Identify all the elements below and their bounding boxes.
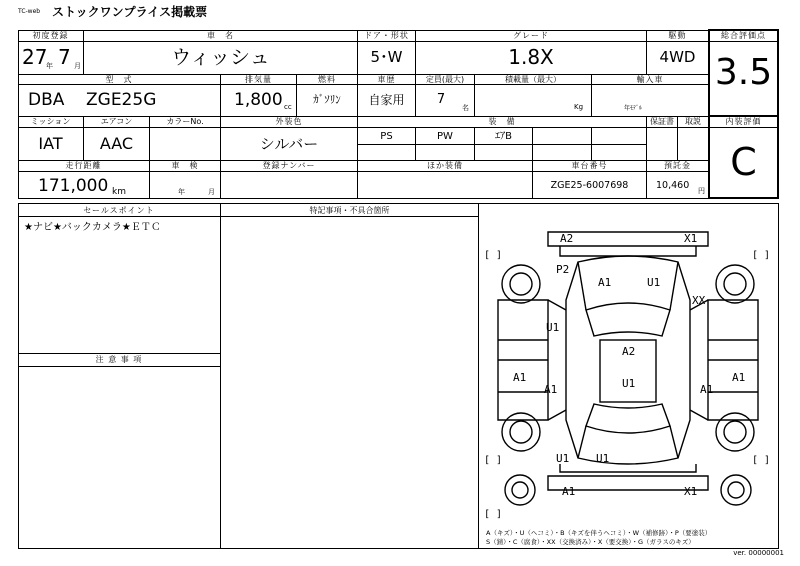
model-code: ZGE25G <box>86 90 157 110</box>
drive-label: 駆動 <box>668 31 687 40</box>
mark-rear-bumper-left: A1 <box>562 485 576 498</box>
mark-roof-top: A2 <box>622 345 636 358</box>
mark-right-side: A1 <box>732 371 746 384</box>
history-label: 車歴 <box>377 75 396 84</box>
deposit: 10,460 <box>656 180 690 191</box>
first-reg-label: 初度登録 <box>32 31 69 40</box>
sales-point-label: セールスポイント <box>83 206 155 215</box>
load-unit: Kg <box>574 103 584 111</box>
mark-front-left: A2 <box>560 232 574 245</box>
equip-pw: PW <box>437 131 453 142</box>
sales-point: ★ナビ★バックカメラ★ＥＴＣ <box>24 222 161 233</box>
equip-airbag: ｴｱB <box>495 131 512 142</box>
mileage-unit: km <box>112 187 126 197</box>
bracket-bottom-left: [ ] <box>484 509 503 520</box>
interior-score: C <box>730 140 757 184</box>
deposit-unit: 円 <box>698 187 705 195</box>
reg-year: 27 <box>22 45 48 69</box>
manual-label: 取説 <box>685 117 701 126</box>
mission-label: ミッション <box>30 117 71 126</box>
legend-line-2: S（錆）・C（腐食）・XX（交換済み）・X（要交換）・G（ガラスのキズ） <box>486 538 695 546</box>
damage-legend <box>486 529 711 547</box>
bracket-rear-right: [ ] <box>752 455 771 466</box>
grade-label: グレード <box>513 31 549 40</box>
mark-p2: P2 <box>556 263 570 276</box>
chassis-label: 車台番号 <box>571 161 608 170</box>
mission: IAT <box>38 134 63 153</box>
inspection-month-unit: 月 <box>208 188 215 196</box>
mark-front-right: X1 <box>684 232 698 245</box>
deposit-label: 預託金 <box>664 161 691 170</box>
import-label: 輸入車 <box>636 75 664 84</box>
displacement-unit: cc <box>284 103 292 111</box>
plate-label: 登録ナンバー <box>262 161 316 170</box>
mark-left-door: A1 <box>544 383 558 396</box>
load-label: 積載量（最大） <box>505 75 561 84</box>
equipment-label: 装 備 <box>488 117 516 126</box>
reg-month: 7 <box>58 45 71 69</box>
company-logo: TC-web <box>18 8 41 15</box>
reg-month-unit: 月 <box>74 62 81 70</box>
color-no-label: カラーNo. <box>166 117 204 126</box>
mark-fender-right: XX <box>692 294 706 307</box>
mileage-label: 走行距離 <box>65 161 102 170</box>
ext-color-label: 外装色 <box>275 117 303 126</box>
car-diagram <box>498 232 758 505</box>
mileage: 171,000 <box>38 176 109 196</box>
grade: 1.8X <box>508 45 554 69</box>
warranty-label: 保証書 <box>650 117 674 126</box>
mark-rear-left: U1 <box>556 452 570 465</box>
door-type: 5･W <box>370 48 403 66</box>
notes-label: 特記事項・不具合箇所 <box>309 206 390 215</box>
mark-right-door: A1 <box>700 383 714 396</box>
fuel-label: 燃料 <box>318 75 336 84</box>
fuel-type: ｶﾞｿﾘﾝ <box>313 93 341 106</box>
mark-rear-mid: U1 <box>596 452 610 465</box>
capacity-label: 定員(最大) <box>425 75 465 84</box>
mark-left-side: A1 <box>513 371 527 384</box>
exterior-color: シルバー <box>259 135 319 153</box>
bracket-front-right: [ ] <box>752 250 771 261</box>
other-equip-label: ほか装備 <box>427 161 463 170</box>
model-label: 型 式 <box>105 75 133 84</box>
car-name: ウィッシュ <box>171 45 270 69</box>
inspection-label: 車 検 <box>171 161 199 170</box>
mark-roof: U1 <box>622 377 636 390</box>
bracket-rear-left: [ ] <box>484 455 503 466</box>
reg-year-unit: 年 <box>46 62 53 70</box>
capacity: 7 <box>436 92 446 107</box>
bracket-front-left: [ ] <box>484 250 503 261</box>
aircon: AAC <box>99 134 134 153</box>
car-name-label: 車 名 <box>207 31 234 40</box>
overall-score-label: 総合評価点 <box>721 31 766 40</box>
displacement: 1,800 <box>234 90 283 110</box>
capacity-unit: 名 <box>462 104 469 112</box>
mark-windshield: U1 <box>546 321 560 334</box>
door-label: ドア・形状 <box>364 31 409 40</box>
page-title: ストックワンプライス掲載票 <box>52 5 208 19</box>
aircon-label: エアコン <box>100 117 133 126</box>
interior-score-label: 内装評価 <box>725 117 762 126</box>
model-prefix: DBA <box>28 90 65 110</box>
version-label: ver. 00000001 <box>733 549 784 557</box>
displacement-label: 排気量 <box>245 75 272 84</box>
import-model-year-note: 年ﾓﾃﾞﾙ <box>624 105 643 112</box>
caution-label: 注 意 事 項 <box>95 355 143 364</box>
legend-line-1: A（キズ）・U（ヘコミ）・B（キズを伴うヘコミ）・W（補修跡）・P（要塗装） <box>486 529 712 537</box>
chassis-number: ZGE25-6007698 <box>550 180 629 191</box>
mark-hood-right: U1 <box>647 276 661 289</box>
equip-ps: PS <box>380 131 393 142</box>
mark-rear-bumper-right: X1 <box>684 485 698 498</box>
usage-history: 自家用 <box>368 93 405 107</box>
drive-type: 4WD <box>659 48 696 66</box>
overall-score: 3.5 <box>714 52 773 93</box>
inspection-year-unit: 年 <box>178 188 185 196</box>
mark-hood-left: A1 <box>598 276 612 289</box>
